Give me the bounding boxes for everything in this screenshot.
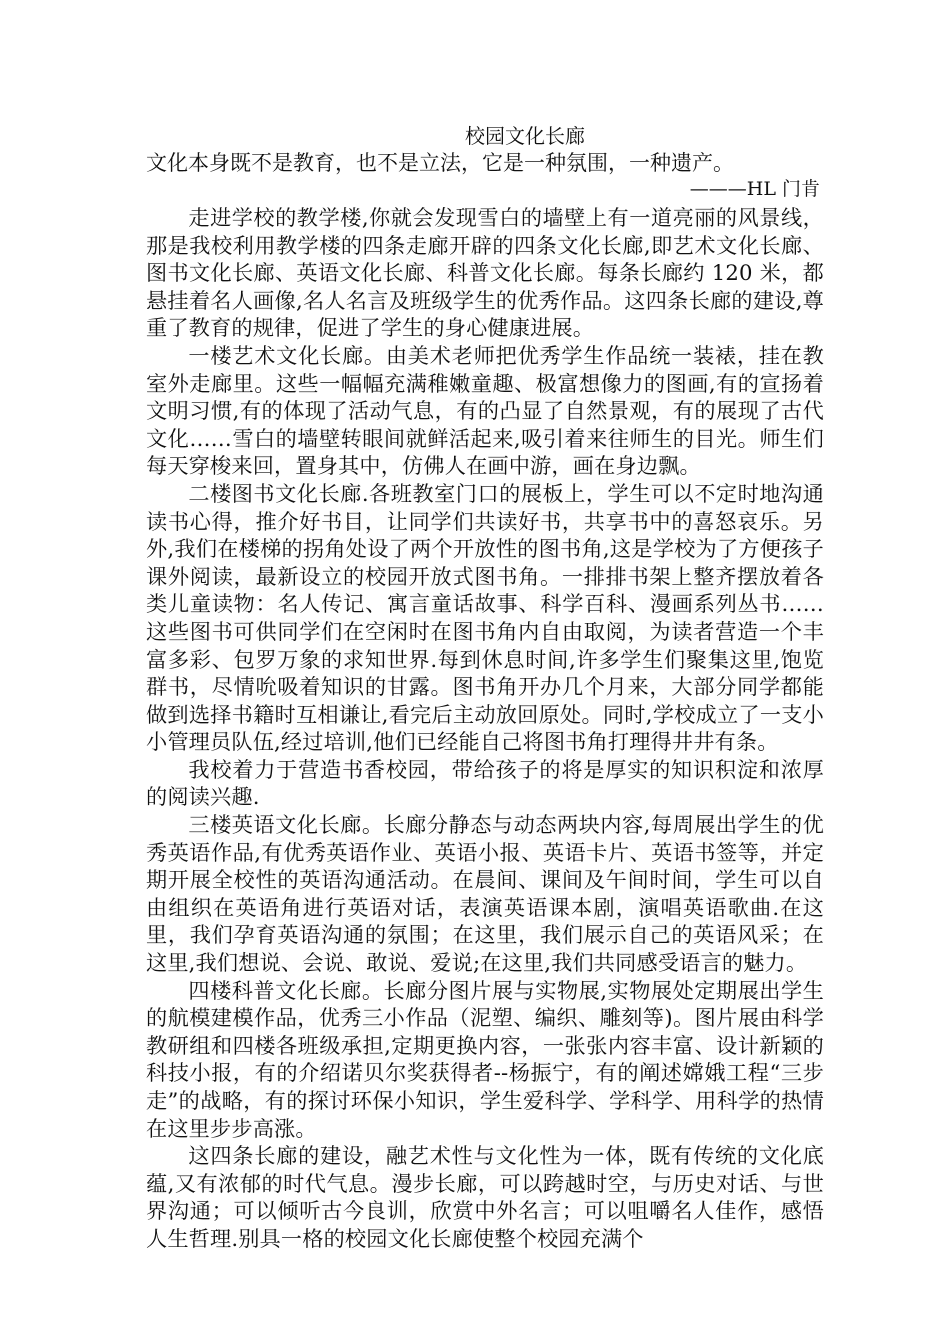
paragraph-english-corridor: 三楼英语文化长廊。长廊分静态与动态两块内容,每周展出学生的优秀英语作品,有优秀英语作业、英语小报、英语卡片、英语书签等，并定期开展全校性的英语沟通活动。在晨间、课间及午间时间，学生可以自由组织在英语角进行英语对话，表演英语课本剧，演唱英语歌曲.在这里，我们孕育英语沟通的氛围；在这里，我们展示自己的英语风采；在这里,我们想说、会说、敢说、爱说;在这里,我们共同感受语言的魅力。 [146, 812, 824, 976]
epigraph-quote: 文化本身既不是教育，也不是立法，它是一种氛围，一种遗产。 [146, 151, 734, 175]
paragraph-conclusion: 这四条长廊的建设，融艺术性与文化性为一体，既有传统的文化底蕴,又有浓郁的时代气息。漫步长廊，可以跨越时空，与历史对话、与世界沟通；可以倾听古今良训，欣赏中外名言；可以咀嚼名人佳作，感悟人生哲理.别具一格的校园文化长廊使整个校园充满个 [146, 1143, 824, 1251]
paragraph-science-corridor: 四楼科普文化长廊。长廊分图片展与实物展,实物展处定期展出学生的航模建模作品，优秀三小作品（泥塑、编织、雕刻等)。图片展由科学教研组和四楼各班级承担,定期更换内容，一张张内容丰富、设计新颖的科技小报，有的介绍诺贝尔奖获得者--杨振宁，有的阐述嫦娥工程“三步走”的战略，有的探讨环保小知识，学生爱科学、学科学、用科学的热情在这里步步高涨。 [146, 977, 824, 1141]
document-title: 校园文化长廊 [465, 124, 585, 148]
epigraph-attribution: ———HL 门肯 [689, 178, 820, 200]
paragraph-art-corridor: 一楼艺术文化长廊。由美术老师把优秀学生作品统一装裱，挂在教室外走廊里。这些一幅幅充满稚嫩童趣、极富想像力的图画,有的宣扬着文明习惯,有的体现了活动气息，有的凸显了自然景观，有的展现了古代文化……雪白的墙壁转眼间就鲜活起来,吸引着来往师生的目光。师生们每天穿梭来回，置身其中，仿佛人在画中游，画在身边飘。 [146, 342, 824, 479]
document-page [146, 122, 824, 1253]
paragraph-reading-campus: 我校着力于营造书香校园，带给孩子的将是厚实的知识积淀和浓厚的阅读兴趣. [146, 756, 824, 810]
paragraph-book-corridor: 二楼图书文化长廊.各班教室门口的展板上，学生可以不定时地沟通读书心得，推介好书目，让同学们共读好书，共享书中的喜怒哀乐。另外,我们在楼梯的拐角处设了两个开放性的图书角,这是学校为了方便孩子课外阅读，最新设立的校园开放式图书角。一排排书架上整齐摆放着各类儿童读物：名人传记、寓言童话故事、科学百科、漫画系列丛书……这些图书可供同学们在空闲时在图书角内自由取阅，为读者营造一个丰富多彩、包罗万象的求知世界.每到休息时间,许多学生们聚集这里,饱览群书，尽情吮吸着知识的甘露。图书角开办几个月来，大部分同学都能做到选择书籍时互相谦让,看完后主动放回原处。同时,学校成立了一支小小管理员队伍,经过培训,他们已经能自己将图书角打理得井井有条。 [146, 480, 824, 755]
paragraph-intro: 走进学校的教学楼,你就会发现雪白的墙壁上有一道亮丽的风景线，那是我校利用教学楼的四条走廊开辟的四条文化长廊,即艺术文化长廊、图书文化长廊、英语文化长廊、科普文化长廊。每条长廊约 120 米，都悬挂着名人画像,名人名言及班级学生的优秀作品。这四条长廊的建设,尊重了教育的规律，促进了学生的身心健康进展。 [146, 205, 824, 341]
